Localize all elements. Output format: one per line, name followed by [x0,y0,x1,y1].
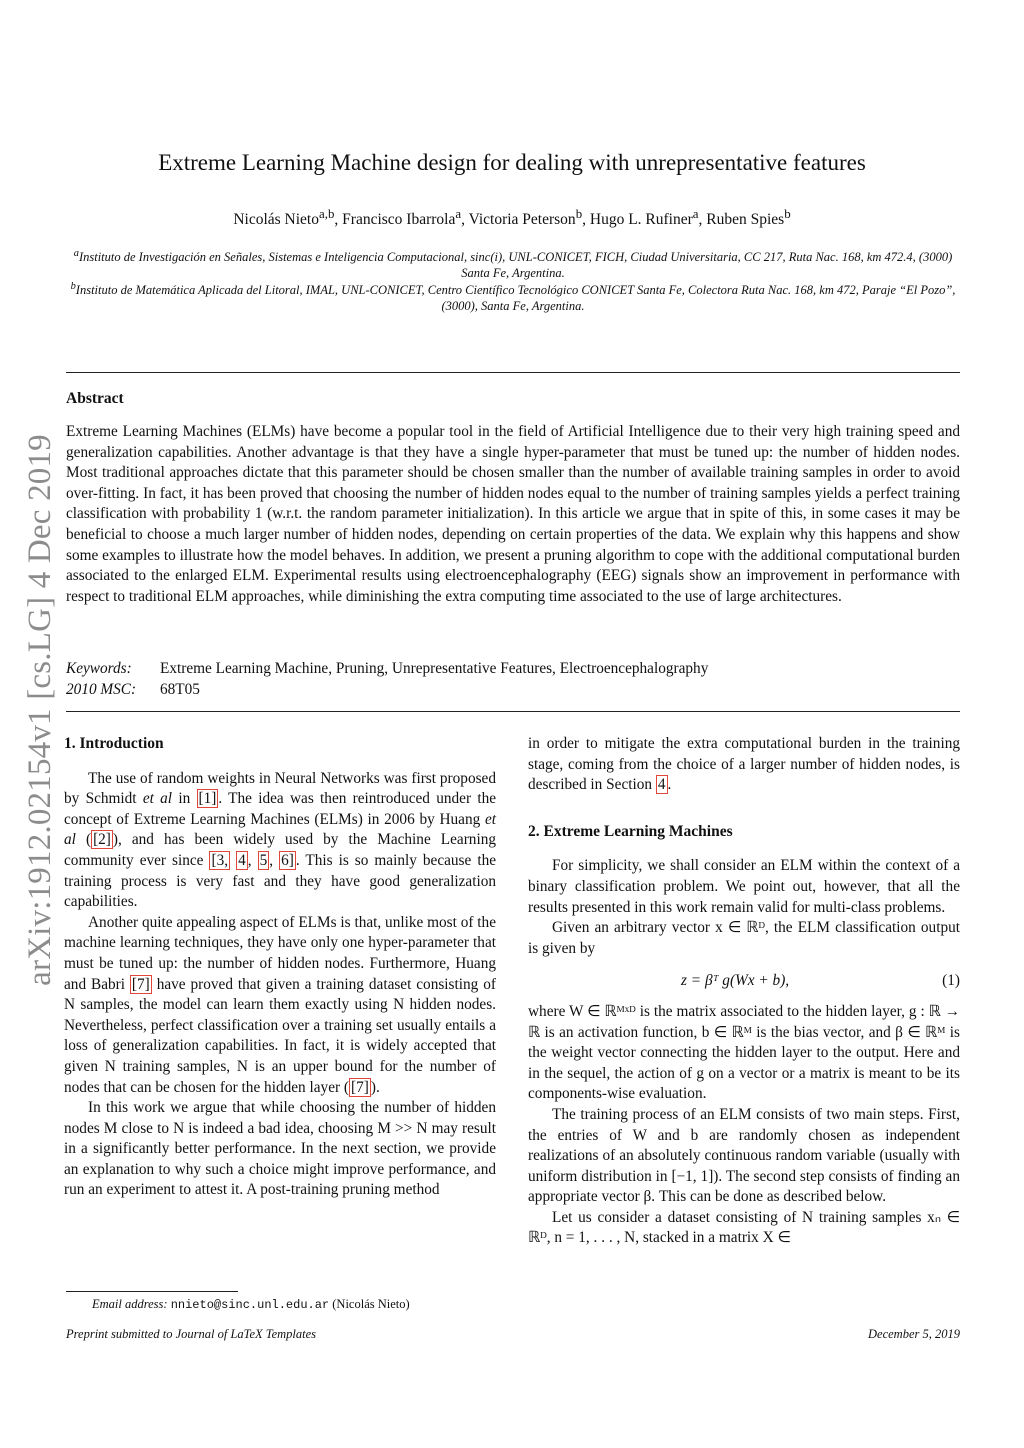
author-name: Francisco Ibarrola [342,211,456,229]
affiliation-b [66,279,960,314]
equation-1 [528,971,960,992]
email-link[interactable]: nnieto@sinc.unl.edu.ar [170,1298,330,1312]
preprint-note: Preprint submitted to Journal of LaTeX Templates [66,1327,317,1341]
author-name: Victoria Peterson [468,211,576,229]
intro-paragraph-3: In this work we argue that while choosing the number of hidden nodes M close to N is indeed a bad idea, choosing M >> N may result in a significantly better performance. In the next section, we provide an explanation to why such a choice might improve performance, and run an experiment to attest it. A post-training pruning method [64,1099,496,1199]
section-heading-introduction: 1. Introduction [64,735,164,752]
keywords-value: Extreme Learning Machine, Pruning, Unrepresentative Features, Electroencephalography [160,660,709,677]
author-affil-mark: b [784,206,791,221]
affiliation-text: Instituto de Investigación en Señales, Sistemas e Inteligencia Computacional, sinc(i), UNL-CONICET, FICH, Ciudad Universitaria, CC 217, Ruta Nac. 168, km 472.4, (3000) Santa Fe, Argentina. [78,250,953,281]
section-heading-elm: 2. Extreme Learning Machines [528,822,733,840]
right-column [528,734,960,1249]
citation-link[interactable]: [1] [198,790,217,808]
msc-value: 68T05 [160,681,200,698]
author-list: Nicolás Nieto$^{a,b}$, Francisco Ibarrola$^a$, Victoria Peterson$^b$, Hugo L. Rufiner$^a$, Ruben Spies$^b$ [233,206,791,229]
affiliation-a [66,246,960,281]
affiliation-mark: a [73,248,79,259]
author-affil-mark: b [575,206,583,221]
author-name: Nicolás Nieto [233,211,319,229]
elm-paragraph-3: where W ∈ ℝᴹˣᴰ is the matrix associated to the hidden layer, g : ℝ → ℝ is an activation function, b ∈ ℝᴹ is the bias vector, and β ∈ ℝᴹ is the weight vector connecting the hidden layer to the output. Here and in the sequel, the action of g on a vector or a matrix is meant to be its components-wise evaluation. [528,1002,960,1103]
intro-paragraph-2: Another quite appealing aspect of ELMs is that, unlike most of the machine learning techniques, they have only one hyper-parameter that must be tuned up: the number of hidden nodes. Furthermore, Huang and Babri [7] have proved that given a training dataset consisting of N samples, the model can learn them exactly using N hidden nodes. Nevertheless, perfect classification over a training set usually entails a loss of generalization capabilities. In fact, it is widely accepted that given N training samples, N is an upper bound for the number of nodes that can be chosen for the hidden layer ( [7] ). [64,913,496,1096]
keywords-line [66,660,960,678]
abstract-bottom-rule [66,711,960,712]
intro-paragraph-1: The use of random weights in Neural Networks was first proposed by Schmidt et al in [1] . The idea was then reintroduced under the concept of Extreme Learning Machines (ELMs) in 2006 by Huang et al ( [2] ), and has been widely used by the Machine Learning community ever since [3, 4 , 5 , 6] . This is so mainly because the training process is very fast and they have good generalization capabilities. [64,769,497,911]
keywords-label: Keywords: [66,660,132,677]
author-affil-mark: a [455,206,462,221]
author-name: Hugo L. Rufiner [589,211,693,229]
affiliation-mark: b [70,281,76,292]
arxiv-side-stamp: arXiv:1912.02154v1 [cs.LG] 4 Dec 2019 [22,434,58,986]
citation-link[interactable]: 6] [281,851,294,869]
footnote-email [92,1297,410,1312]
citation-link[interactable]: [7] [131,975,150,993]
left-column [64,734,496,1201]
equation-expression: z = βᵀ g(Wx + b), [681,972,790,990]
elm-paragraph-2: Given an arbitrary vector x ∈ ℝᴰ, the ELM classification output is given by [528,919,960,957]
citation-link[interactable]: 4 [238,851,246,869]
citation-link[interactable]: 5 [259,851,268,869]
author-affil-mark: a [692,206,699,221]
top-rule [66,372,960,373]
elm-paragraph-1: For simplicity, we shall consider an ELM within the context of a binary classification problem. We point out, however, that all the results presented in this work remain valid for multi-class problems. [528,857,960,916]
citation-link[interactable]: [3, [211,851,229,869]
msc-line [66,681,960,699]
elm-paragraph-4: The training process of an ELM consists of two main steps. First, the entries of W and b are randomly chosen as independent realizations of an absolutely continuous random variable (usually with uniform distribution in [−1, 1]). The second step consists of finding an appropriate vector β. This can be done as described below. [528,1105,960,1206]
equation-number: (1) [942,972,960,990]
preprint-date: December 5, 2019 [868,1327,960,1341]
citation-link[interactable]: [2] [93,831,111,849]
section-link[interactable]: 4 [657,776,666,794]
author-affil-mark: a,b [319,206,335,221]
affiliation-text: Instituto de Matemática Aplicada del Litoral, IMAL, UNL-CONICET, Centro Científico Tecnológico CONICET Santa Fe, Colectora Ruta Nac. 168, km 472, Paraje “El Pozo”, (3000), Santa Fe, Argentina. [75,283,956,314]
citation-link[interactable]: [7] [351,1078,369,1096]
author-name: Ruben Spies [706,211,785,229]
paper-title: Extreme Learning Machine design for dealing with unrepresentative features [158,150,866,175]
intro-paragraph-continued: in order to mitigate the extra computational burden in the training stage, coming from the choice of a larger number of hidden nodes, is described in Section 4 . [528,735,960,794]
footnote-label: Email address: [92,1297,168,1311]
elm-paragraph-5: Let us consider a dataset consisting of N training samples xₙ ∈ ℝᴰ, n = 1, . . . , N, stacked in a matrix X ∈ [528,1208,960,1247]
abstract-heading: Abstract [66,390,124,407]
footnote-name: (Nicolás Nieto) [332,1297,410,1311]
abstract-text: Extreme Learning Machines (ELMs) have become a popular tool in the field of Artificial Intelligence due to their very high training speed and generalization capabilities. Another advantage is that they have a single hyper-parameter that must be tuned up: the number of hidden nodes. Most traditional approaches dictate that this parameter should be chosen smaller than the number of available training samples in order to avoid over-fitting. In fact, it has been proved that choosing the number of hidden nodes equal to the number of training samples yields a perfect training classification with probability 1 (w.r.t. the random parameter initialization). In this article we argue that in spite of this, in some cases it may be beneficial to choose a much larger number of hidden nodes, depending on certain properties of the data. We explain why this happens and show some examples to illustrate how the model behaves. In addition, we present a pruning algorithm to cope with the additional computational burden associated to the enlarged ELM. Experimental results using electroencephalography (EEG) signals show an improvement in performance with respect to traditional ELM approaches, while diminishing the extra computing time associated to the use of large architectures. [66,423,960,605]
msc-label: 2010 MSC: [66,681,137,698]
footnote-rule [66,1291,238,1292]
